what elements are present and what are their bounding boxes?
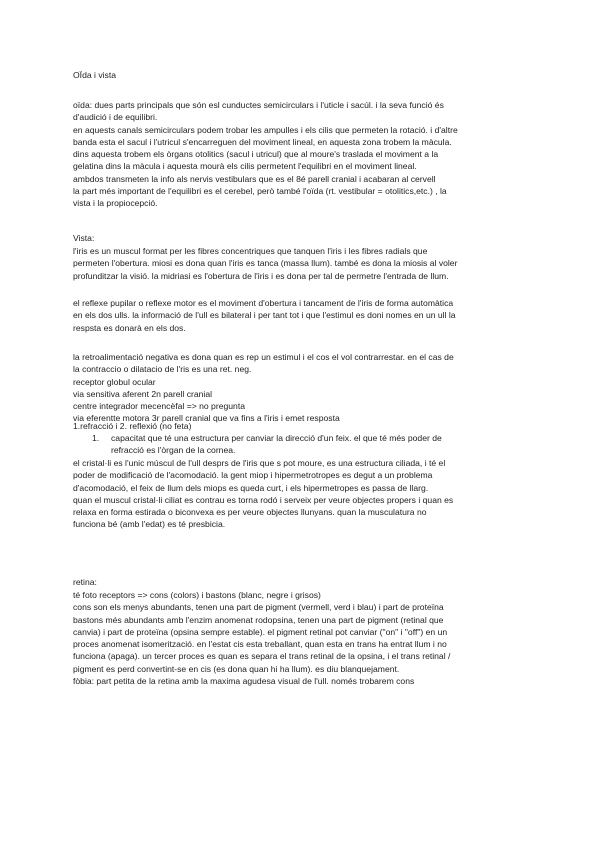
text-line: via eferentte motora 3r parell cranial que va fins a l'iris i emet resposta [73,413,340,424]
retina-paragraph [73,589,533,687]
text-line: l'iris es un muscul format per les fibres concentriques que tanquen l'iris i les fibres radials que [73,246,428,256]
text-line: receptor globul ocular [73,376,156,387]
text-line: funciona (apaga). un tercer proces es quan es separa el trans retinal de la opsina, i el trans retinal / [73,651,451,662]
text-line: banda esta el sacul i l'utricul s'encarreguen del moviment lineal, en aquesta zona trobem la màcula. [73,136,452,147]
text-line: canvia) i part de proteïna (opsina sempre estable). el pigment retinal pot canviar ("on" i "off") en un [73,626,448,637]
text-line: la contraccio o dilatacio de l'ris es una ret. neg. [73,364,252,375]
text-line: gelatina dins la màcula i aquesta mourà els cilis permetent l'equilibri en el moviment lineal. [73,161,417,172]
text-line: en els dos ulls. la informació de l'ull es bilateral i per tant tot i que l'estimul es doni nomes en un ull la [73,310,456,321]
text-line: la retroalimentació negativa es dona quan es rep un estimul i el cos el vol contrarrestar. en el cas de [73,352,454,362]
text-line: vista i la propiocepció. [73,198,158,209]
text-line: d'audició i de equilibri. [73,112,158,123]
text-line: té foto receptors => cons (colors) i bastons (blanc, negre i grisos) [73,590,321,600]
text-line: la part més important de l'equilibri es el cerebel, però també l'oïda (rt. vestibular = otolitics,etc.) , la [73,186,447,197]
text-line: en aquests canals semicirculars podem trobar les ampulles i els cilis que permeten la rotació. i d'altre [73,124,458,135]
text-line: cons son els menys abundants, tenen una part de pigment (vermell, verd i blau) i part de proteïna [73,602,444,613]
cristalli-paragraph [73,457,533,531]
text-line: capacitat que té una estructura per canviar la direcció d'un feix. el que té més poder de [111,433,442,443]
refraccio-heading [73,420,533,432]
text-line: el reflexe pupilar o reflexe motor es el moviment d'obertura i tancament de l'iris de forma automàtica [73,298,454,308]
text-line: fòbia: part petita de la retina amb la maxima agudesa visual de l'ull. només trobarem cons [73,676,415,687]
text-line: d'acomodació, el feix de llum dels miops es queda curt, i els hipermetropes es passa de llarg. [73,482,429,493]
retina-heading [73,576,533,588]
text-line: pigment es perd convertint-se en cis (es dona quan hi ha llum). es diu blanquejament. [73,663,400,674]
text-line: centre integrador mecencèfal => no pregunta [73,401,245,412]
text-line: permeten l'obertura. miosi es dona quan l'iris es tanca (massa llum). també es dona la miosis al voler [73,258,458,269]
text-line: bastons més abundants amb l'enzim anomenat rodopsina, tenen una part de pigment (retinal que [73,614,444,625]
text-line: funciona bé (amb l'edat) es té presbicia. [73,519,226,530]
text-line: proces anomenat isomerització. en l'estat cis esta treballant, quan esta en trans ha entrat llum i no [73,639,447,650]
text-line: refracció es l'òrgan de la cornea. [111,445,236,456]
vista-heading [73,232,533,244]
text-line: quan el muscul cristal·li ciliat es contrau es torna rodó i serveix per veure objectes propers i quan es [73,494,454,505]
text-line: ambdos transmeten la info als nervis vestibulars que es el 8é parell cranial i acabaran al cervell [73,173,436,184]
list-item-number: 1. [92,433,100,443]
title-text: OÏda i vista [73,70,116,80]
reflexe-paragraph [73,297,533,334]
text-line: relaxa en forma estirada o biconvexa es per veure objectes llunyans. quan la musculatura no [73,507,427,518]
iris-paragraph [73,245,533,282]
text-line: poder de modificació de l'acomodació. la gent miop i hipermetrotropes es degut a un problema [73,470,433,481]
text-line: respsta es donarà en els dos. [73,322,186,333]
oida-paragraph [73,99,533,210]
text-line: profunditzar la visió. la midriasi es l'obertura de l'iris i es dona per tal de permetre l'entrada de llum. [73,270,449,281]
text-line: via sensitiva aferent 2n parell cranial [73,388,213,399]
page-title [73,69,533,81]
retroalimentacio-paragraph [73,351,533,425]
heading-text: retina: [73,577,97,587]
list-item [111,432,531,457]
text-line: dins aquesta trobem els òrgans otolitics (sacul i utricul) que al moure's traslada el moviment a la [73,149,439,160]
heading-text: 1.refracció i 2. reflexió (no feta) [73,421,192,431]
heading-text: Vista: [73,233,95,243]
text-line: oïda: dues parts principals que són esl cunductes semicirculars i l'uticle i sacúl. i la seva funció és [73,100,444,110]
text-line: el cristal·li es l'unic múscul de l'ull desprs de l'iris que s pot moure, es una estructura ciliada, i té el [73,458,446,468]
